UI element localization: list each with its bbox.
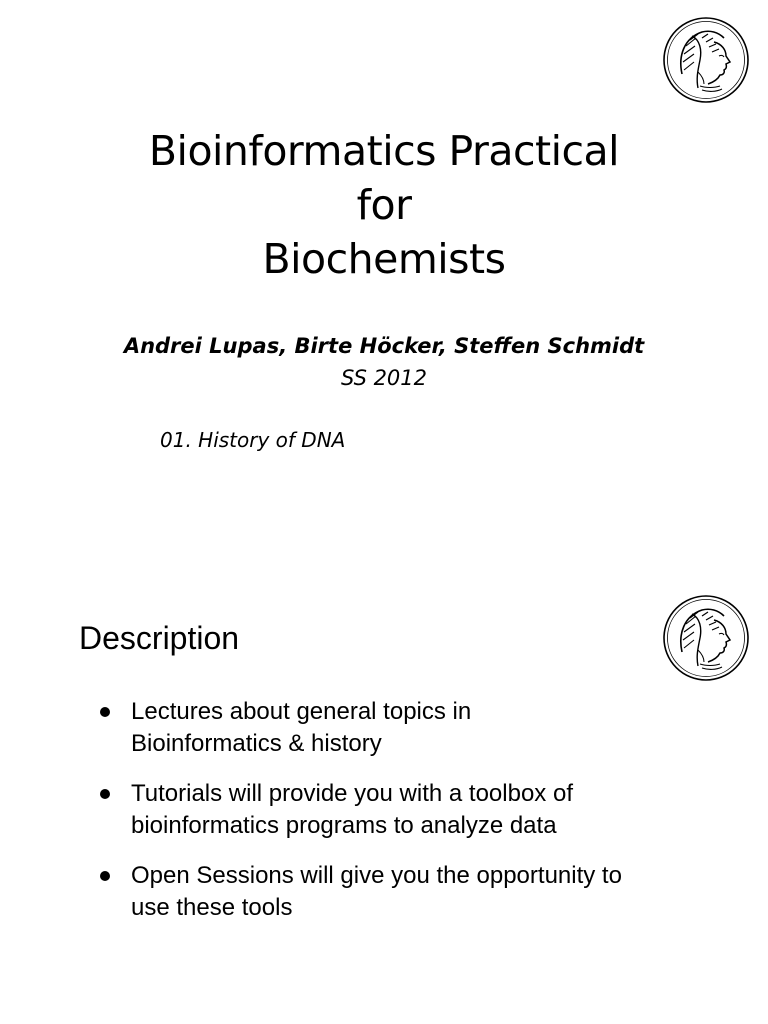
minerva-logo-icon: [662, 594, 750, 682]
bullet-icon: [100, 871, 110, 881]
semester: SS 2012: [340, 366, 428, 390]
bullet-text: Lectures about general topics in: [131, 698, 472, 725]
description-slide: [0, 512, 768, 1024]
bullet-icon: [100, 707, 110, 717]
bullet-icon: [100, 789, 110, 799]
bullet-text: bioinformatics programs to analyze data: [131, 812, 557, 839]
lecture-title: 01. History of DNA: [160, 428, 346, 452]
title-line-2: for: [356, 181, 412, 229]
minerva-logo-icon: [662, 16, 750, 104]
bullet-text: Open Sessions will give you the opportunity to: [131, 862, 622, 889]
list-item: [96, 860, 716, 924]
authors: Andrei Lupas, Birte Höcker, Steffen Schmidt: [123, 334, 645, 358]
list-item: [96, 696, 716, 760]
bullet-list: [96, 696, 716, 942]
title-line-1: Bioinformatics Practical: [148, 127, 620, 175]
list-item: [96, 778, 716, 842]
bullet-text: use these tools: [131, 894, 293, 921]
section-heading: Description: [79, 620, 240, 656]
bullet-text: Bioinformatics & history: [131, 730, 382, 757]
title-line-3: Biochemists: [262, 235, 506, 283]
bullet-text: Tutorials will provide you with a toolbox of: [131, 780, 573, 807]
slide-title: [0, 124, 768, 286]
